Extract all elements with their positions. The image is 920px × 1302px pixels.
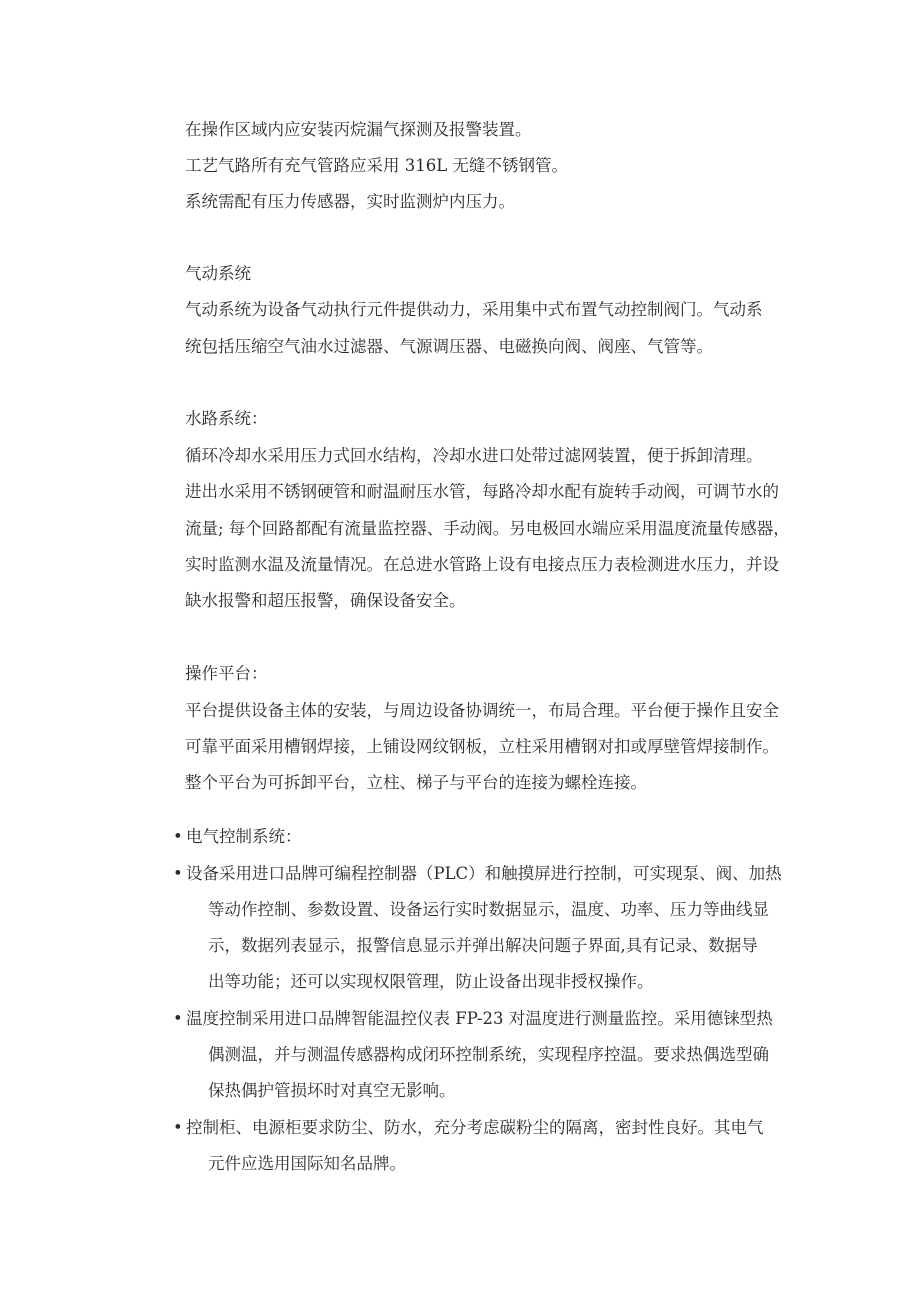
electrical-item-1 xyxy=(173,864,782,884)
electrical-item-1-line-3: 示，数据列表显示，报警信息显示并弹出解决问题子界面,具有记录、数据导 xyxy=(208,936,758,955)
water-body-line-5: 缺水报警和超压报警，确保设备安全。 xyxy=(185,591,466,610)
bullet-icon: • xyxy=(173,864,183,883)
water-heading: 水路系统： xyxy=(185,409,268,428)
pneumatic-heading: 气动系统 xyxy=(185,264,251,283)
electrical-item-1-line-2: 等动作控制、参数设置、设备运行实时数据显示，温度、功率、压力等曲线显 xyxy=(208,900,769,919)
electrical-heading xyxy=(173,827,302,847)
electrical-item-1-line-4: 出等功能；还可以实现权限管理，防止设备出现非授权操作。 xyxy=(208,972,654,991)
safety-line-1: 在操作区域内应安装丙烷漏气探测及报警装置。 xyxy=(185,120,532,139)
electrical-item-3-line-1: 控制柜、电源柜要求防尘、防水，充分考虑碳粉尘的隔离，密封性良好。其电气 xyxy=(186,1118,764,1137)
platform-body-line-1: 平台提供设备主体的安装，与周边设备协调统一，布局合理。平台便于操作且安全 xyxy=(185,701,779,720)
electrical-item-1-line-1: 设备采用进口品牌可编程控制器（PLC）和触摸屏进行控制，可实现泵、阀、加热 xyxy=(186,864,782,883)
electrical-heading-text: 电气控制系统： xyxy=(186,827,302,846)
water-body-line-1: 循环冷却水采用压力式回水结构，冷却水进口处带过滤网装置，便于拆卸清理。 xyxy=(185,446,763,465)
platform-body-line-3: 整个平台为可拆卸平台，立柱、梯子与平台的连接为螺栓连接。 xyxy=(185,773,647,792)
bullet-icon: • xyxy=(173,1118,183,1137)
bullet-icon: • xyxy=(173,827,183,846)
safety-line-3: 系统需配有压力传感器，实时监测炉内压力。 xyxy=(185,192,515,211)
electrical-item-2-line-1: 温度控制采用进口品牌智能温控仪表 FP-23 对温度进行测量监控。采用德铼型热 xyxy=(186,1009,773,1028)
water-body-line-2: 进出水采用不锈钢硬管和耐温耐压水管，每路冷却水配有旋转手动阀，可调节水的 xyxy=(185,482,779,501)
electrical-item-2-line-2: 偶测温，并与测温传感器构成闭环控制系统，实现程序控温。要求热偶选型确 xyxy=(208,1045,769,1064)
electrical-item-3 xyxy=(173,1118,764,1138)
electrical-item-3-line-2: 元件应选用国际知名品牌。 xyxy=(208,1154,406,1173)
pneumatic-body-line-2: 统包括压缩空气油水过滤器、气源调压器、电磁换向阀、阀座、气管等。 xyxy=(185,337,713,356)
platform-body-line-2: 可靠平面采用槽钢焊接，上铺设网纹钢板，立柱采用槽钢对扣或厚壁管焊接制作。 xyxy=(185,737,779,756)
bullet-icon: • xyxy=(173,1009,183,1028)
pneumatic-body-line-1: 气动系统为设备气动执行元件提供动力，采用集中式布置气动控制阀门。气动系 xyxy=(185,300,763,319)
safety-line-2: 工艺气路所有充气管路应采用 316L 无缝不锈钢管。 xyxy=(185,156,568,175)
platform-heading: 操作平台： xyxy=(185,664,268,683)
electrical-item-2-line-3: 保热偶护管损坏时对真空无影响。 xyxy=(208,1081,456,1100)
water-body-line-4: 实时监测水温及流量情况。在总进水管路上设有电接点压力表检测进水压力，并设 xyxy=(185,555,779,574)
water-body-line-3: 流量; 每个回路都配有流量监控器、手动阀。另电极回水端应采用温度流量传感器， xyxy=(185,519,790,538)
electrical-item-2 xyxy=(173,1009,773,1029)
